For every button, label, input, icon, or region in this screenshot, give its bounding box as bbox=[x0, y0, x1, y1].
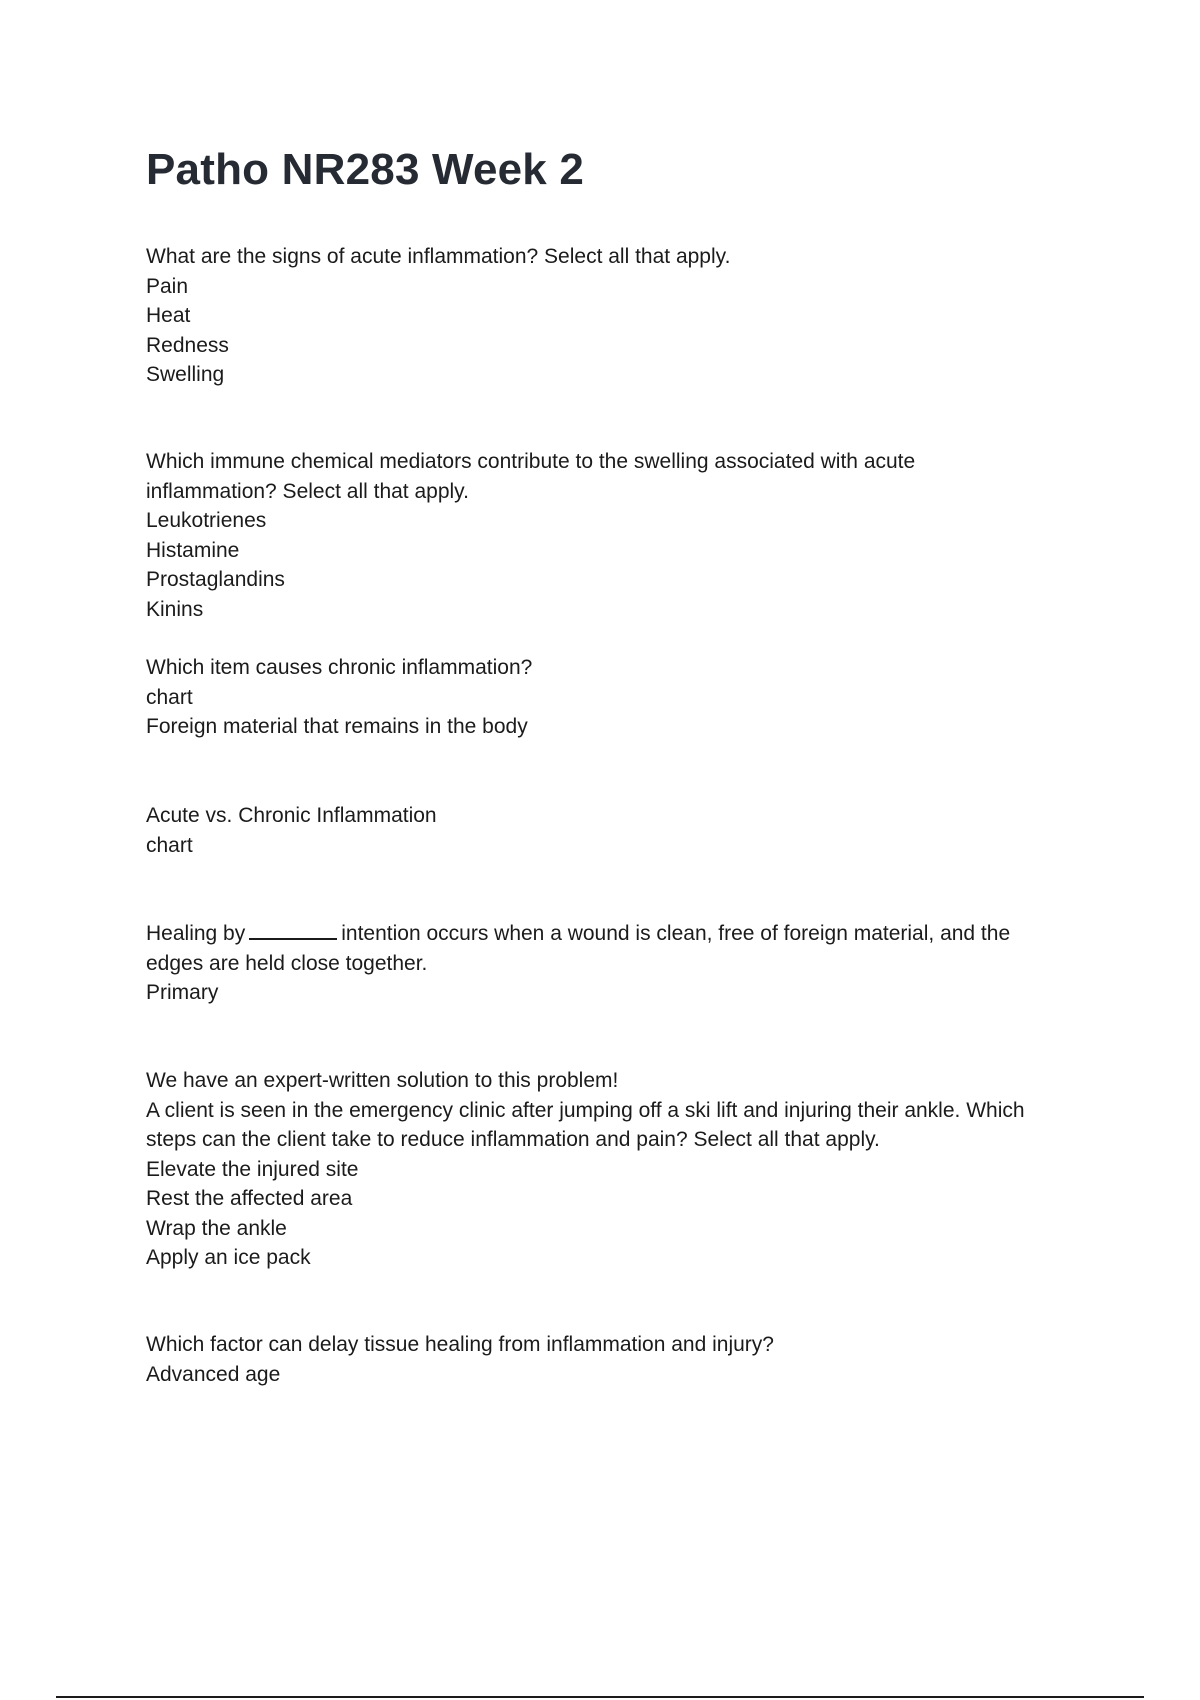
question-prompt bbox=[146, 919, 1086, 949]
question-prompt: Which item causes chronic inflammation? bbox=[146, 656, 533, 679]
question-block bbox=[146, 1066, 1086, 1273]
prompt-after-blank: intention occurs when a wound is clean, free of foreign material, and the bbox=[341, 922, 1011, 945]
answer-item: Prostaglandins bbox=[146, 568, 285, 591]
question-prompt: steps can the client take to reduce inflammation and pain? Select all that apply. bbox=[146, 1128, 880, 1151]
answer-item: Redness bbox=[146, 333, 229, 357]
fill-in-blank bbox=[249, 922, 337, 940]
answer-item: Primary bbox=[146, 981, 219, 1004]
answer-item: Histamine bbox=[146, 538, 240, 562]
solution-note: We have an expert-written solution to this problem! bbox=[146, 1069, 619, 1092]
question-block bbox=[146, 801, 1086, 860]
answer-item: Apply an ice pack bbox=[146, 1246, 311, 1269]
question-block bbox=[146, 1330, 1086, 1389]
prompt-before-blank: Healing by bbox=[146, 922, 246, 945]
footer-divider bbox=[56, 1696, 1144, 1698]
question-prompt: What are the signs of acute inflammation? Select all that apply. bbox=[146, 245, 731, 268]
answer-item: Swelling bbox=[146, 363, 225, 386]
question-block bbox=[146, 919, 1086, 1008]
answer-item: Heat bbox=[146, 304, 191, 327]
page-title: Patho NR283 Week 2 bbox=[146, 145, 585, 194]
question-block bbox=[146, 447, 1086, 624]
answer-item: Pain bbox=[146, 274, 189, 298]
answer-item: Elevate the injured site bbox=[146, 1157, 359, 1181]
answer-item: Foreign material that remains in the body bbox=[146, 715, 528, 738]
question-prompt: Which immune chemical mediators contribute to the swelling associated with acute bbox=[146, 450, 916, 473]
answer-item: chart bbox=[146, 685, 193, 709]
answer-item: Kinins bbox=[146, 597, 204, 621]
question-block bbox=[146, 653, 1086, 742]
question-prompt: edges are held close together. bbox=[146, 951, 428, 975]
question-prompt: Which factor can delay tissue healing from inflammation and injury? bbox=[146, 1333, 774, 1356]
question-prompt: Acute vs. Chronic Inflammation bbox=[146, 804, 437, 827]
answer-item: chart bbox=[146, 833, 193, 857]
answer-item: Wrap the ankle bbox=[146, 1216, 287, 1240]
answer-item: Leukotrienes bbox=[146, 509, 267, 532]
question-block bbox=[146, 242, 1086, 390]
answer-item: Advanced age bbox=[146, 1362, 281, 1386]
question-prompt: A client is seen in the emergency clinic after jumping off a ski lift and injuring their ankle. Which bbox=[146, 1098, 1025, 1122]
question-prompt: inflammation? Select all that apply. bbox=[146, 479, 469, 503]
answer-item: Rest the affected area bbox=[146, 1187, 353, 1210]
